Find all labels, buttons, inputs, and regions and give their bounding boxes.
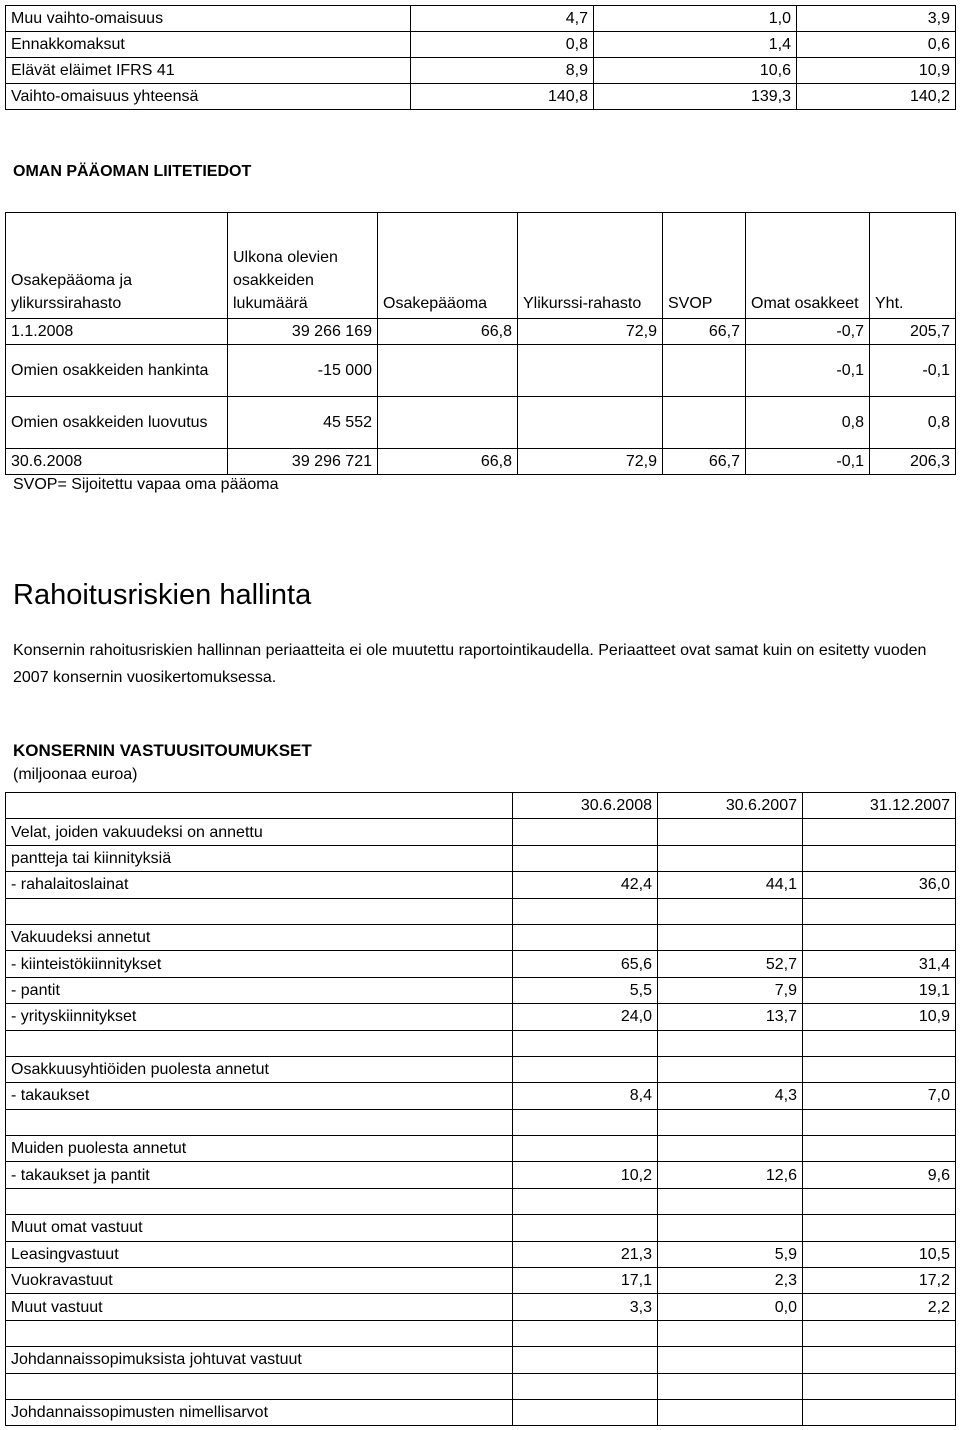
row-label xyxy=(6,1320,513,1346)
value-cell xyxy=(658,1109,803,1135)
value-cell xyxy=(803,1320,956,1346)
value-cell xyxy=(513,1109,658,1135)
table-row xyxy=(6,397,956,449)
value-cell xyxy=(803,1056,956,1082)
row-label: Vuokravastuut xyxy=(6,1268,513,1294)
table-row xyxy=(6,793,956,819)
row-label: Johdannaissopimuksista johtuvat vastuut xyxy=(6,1347,513,1373)
col-header-share-capital-premium: Osakepääoma ja ylikurssirahasto xyxy=(6,213,228,319)
value-cell: 72,9 xyxy=(518,319,663,345)
row-label: - takaukset xyxy=(6,1083,513,1109)
value-cell xyxy=(803,1399,956,1425)
equity-table xyxy=(5,212,956,475)
row-label: Muut vastuut xyxy=(6,1294,513,1320)
value-cell: 5,5 xyxy=(513,977,658,1003)
value-cell: 4,7 xyxy=(411,6,594,32)
value-cell: 206,3 xyxy=(870,449,956,475)
commitments-title: KONSERNIN VASTUUSITOUMUKSET xyxy=(13,741,312,760)
value-cell: 0,8 xyxy=(746,397,870,449)
value-cell: 140,8 xyxy=(411,84,594,110)
row-label: Muu vaihto-omaisuus xyxy=(6,6,411,32)
col-header-share-capital: Osakepääoma xyxy=(378,213,518,319)
value-cell xyxy=(803,1215,956,1241)
table-row xyxy=(6,924,956,950)
value-cell: 0,0 xyxy=(658,1294,803,1320)
table-row xyxy=(6,1188,956,1214)
value-cell: 45 552 xyxy=(228,397,378,449)
row-label: Vakuudeksi annetut xyxy=(6,924,513,950)
value-cell: 39 266 169 xyxy=(228,319,378,345)
value-cell xyxy=(513,1056,658,1082)
row-label: 30.6.2008 xyxy=(6,449,228,475)
value-cell: 3,3 xyxy=(513,1294,658,1320)
value-cell xyxy=(658,1399,803,1425)
table-row xyxy=(6,345,956,397)
value-cell xyxy=(513,1320,658,1346)
value-cell: 72,9 xyxy=(518,449,663,475)
table-row xyxy=(6,1056,956,1082)
value-cell: 66,7 xyxy=(663,319,746,345)
value-cell: 66,8 xyxy=(378,449,518,475)
col-header-svop: SVOP xyxy=(663,213,746,319)
value-cell xyxy=(378,397,518,449)
value-cell xyxy=(803,1030,956,1056)
value-cell xyxy=(658,1188,803,1214)
value-cell: 205,7 xyxy=(870,319,956,345)
inventory-table xyxy=(5,5,956,110)
value-cell: 31,4 xyxy=(803,951,956,977)
row-label: - yrityskiinnitykset xyxy=(6,1004,513,1030)
value-cell: 0,6 xyxy=(797,32,956,58)
value-cell: 9,6 xyxy=(803,1162,956,1188)
value-cell xyxy=(803,1188,956,1214)
value-cell xyxy=(513,924,658,950)
value-cell xyxy=(663,345,746,397)
value-cell: 39 296 721 xyxy=(228,449,378,475)
table-row xyxy=(6,951,956,977)
value-cell: 30.6.2008 xyxy=(513,793,658,819)
value-cell xyxy=(513,1030,658,1056)
table-row xyxy=(6,1109,956,1135)
value-cell: -0,7 xyxy=(746,319,870,345)
risk-section-title: Rahoitusriskien hallinta xyxy=(13,579,312,611)
table-row xyxy=(6,819,956,845)
row-label: Leasingvastuut xyxy=(6,1241,513,1267)
value-cell xyxy=(658,1056,803,1082)
value-cell: 10,9 xyxy=(797,58,956,84)
value-cell: 12,6 xyxy=(658,1162,803,1188)
value-cell: -0,1 xyxy=(746,345,870,397)
commitments-unit: (miljoonaa euroa) xyxy=(13,766,138,783)
value-cell xyxy=(803,845,956,871)
value-cell xyxy=(658,924,803,950)
row-label xyxy=(6,898,513,924)
value-cell: 19,1 xyxy=(803,977,956,1003)
value-cell: 13,7 xyxy=(658,1004,803,1030)
value-cell: 7,0 xyxy=(803,1083,956,1109)
row-label: 1.1.2008 xyxy=(6,319,228,345)
value-cell xyxy=(803,819,956,845)
value-cell xyxy=(658,898,803,924)
table-row xyxy=(6,898,956,924)
table-row xyxy=(6,872,956,898)
value-cell xyxy=(513,1136,658,1162)
value-cell xyxy=(658,1136,803,1162)
table-row xyxy=(6,845,956,871)
table-row xyxy=(6,1030,956,1056)
row-label: Velat, joiden vakuudeksi on annettu xyxy=(6,819,513,845)
value-cell: 10,5 xyxy=(803,1241,956,1267)
value-cell: 7,9 xyxy=(658,977,803,1003)
value-cell xyxy=(378,345,518,397)
table-row xyxy=(6,449,956,475)
value-cell: 30.6.2007 xyxy=(658,793,803,819)
row-label xyxy=(6,1030,513,1056)
value-cell: 66,8 xyxy=(378,319,518,345)
value-cell xyxy=(513,898,658,924)
row-label: Vaihto-omaisuus yhteensä xyxy=(6,84,411,110)
value-cell xyxy=(513,819,658,845)
value-cell xyxy=(803,898,956,924)
value-cell: 42,4 xyxy=(513,872,658,898)
equity-section-title: OMAN PÄÄOMAN LIITETIEDOT xyxy=(13,163,252,180)
table-row xyxy=(6,1373,956,1399)
table-row xyxy=(6,1136,956,1162)
row-label: Johdannaissopimusten nimellisarvot xyxy=(6,1399,513,1425)
table-row xyxy=(6,1215,956,1241)
value-cell: 1,4 xyxy=(594,32,797,58)
value-cell: 24,0 xyxy=(513,1004,658,1030)
value-cell: 0,8 xyxy=(870,397,956,449)
value-cell xyxy=(803,1373,956,1399)
value-cell: -15 000 xyxy=(228,345,378,397)
row-label xyxy=(6,793,513,819)
table-row xyxy=(6,319,956,345)
equity-header-row xyxy=(6,213,956,319)
col-header-own-shares: Omat osakkeet xyxy=(746,213,870,319)
value-cell xyxy=(658,1030,803,1056)
table-row xyxy=(6,1241,956,1267)
value-cell xyxy=(663,397,746,449)
value-cell: 1,0 xyxy=(594,6,797,32)
value-cell: -0,1 xyxy=(870,345,956,397)
table-row xyxy=(6,977,956,1003)
value-cell xyxy=(803,924,956,950)
row-label: Omien osakkeiden luovutus xyxy=(6,397,228,449)
col-header-total: Yht. xyxy=(870,213,956,319)
value-cell: 44,1 xyxy=(658,872,803,898)
value-cell xyxy=(658,1215,803,1241)
value-cell xyxy=(518,397,663,449)
value-cell xyxy=(803,1136,956,1162)
value-cell: 65,6 xyxy=(513,951,658,977)
table-row xyxy=(6,1320,956,1346)
table-row xyxy=(6,1399,956,1425)
value-cell: -0,1 xyxy=(746,449,870,475)
value-cell xyxy=(513,1188,658,1214)
value-cell xyxy=(658,1320,803,1346)
risk-paragraph: Konsernin rahoitusriskien hallinnan periaatteita ei ole muutettu raportointikaudella. Periaatteet ovat samat kuin on esitetty vuoden 2007 konsernin vuosikertomuksessa. xyxy=(13,642,927,686)
value-cell xyxy=(658,1373,803,1399)
value-cell: 8,4 xyxy=(513,1083,658,1109)
value-cell: 8,9 xyxy=(411,58,594,84)
table-row xyxy=(6,1268,956,1294)
row-label: Muut omat vastuut xyxy=(6,1215,513,1241)
value-cell: 140,2 xyxy=(797,84,956,110)
value-cell: 10,9 xyxy=(803,1004,956,1030)
row-label: - rahalaitoslainat xyxy=(6,872,513,898)
value-cell: 10,6 xyxy=(594,58,797,84)
value-cell: 0,8 xyxy=(411,32,594,58)
value-cell: 5,9 xyxy=(658,1241,803,1267)
row-label: pantteja tai kiinnityksiä xyxy=(6,845,513,871)
table-row xyxy=(6,32,956,58)
value-cell: 10,2 xyxy=(513,1162,658,1188)
row-label: Omien osakkeiden hankinta xyxy=(6,345,228,397)
value-cell xyxy=(658,845,803,871)
value-cell: 66,7 xyxy=(663,449,746,475)
table-row xyxy=(6,1083,956,1109)
svop-note: SVOP= Sijoitettu vapaa oma pääoma xyxy=(13,476,279,493)
value-cell xyxy=(513,845,658,871)
table-row xyxy=(6,1347,956,1373)
value-cell: 3,9 xyxy=(797,6,956,32)
row-label: - takaukset ja pantit xyxy=(6,1162,513,1188)
value-cell: 17,1 xyxy=(513,1268,658,1294)
row-label: Elävät eläimet IFRS 41 xyxy=(6,58,411,84)
col-header-shares-outstanding: Ulkona olevien osakkeiden lukumäärä xyxy=(228,213,378,319)
value-cell xyxy=(513,1399,658,1425)
value-cell xyxy=(513,1347,658,1373)
value-cell: 52,7 xyxy=(658,951,803,977)
value-cell xyxy=(518,345,663,397)
row-label: - pantit xyxy=(6,977,513,1003)
value-cell: 139,3 xyxy=(594,84,797,110)
row-label: Ennakkomaksut xyxy=(6,32,411,58)
value-cell: 2,3 xyxy=(658,1268,803,1294)
table-row xyxy=(6,1004,956,1030)
value-cell xyxy=(658,819,803,845)
col-header-share-premium: Ylikurssi-rahasto xyxy=(518,213,663,319)
row-label: Muiden puolesta annetut xyxy=(6,1136,513,1162)
row-label: - kiinteistökiinnitykset xyxy=(6,951,513,977)
value-cell xyxy=(513,1373,658,1399)
row-label xyxy=(6,1109,513,1135)
table-row xyxy=(6,84,956,110)
commitments-table xyxy=(5,792,956,1426)
value-cell: 17,2 xyxy=(803,1268,956,1294)
value-cell xyxy=(513,1215,658,1241)
table-row xyxy=(6,1162,956,1188)
row-label: Osakkuusyhtiöiden puolesta annetut xyxy=(6,1056,513,1082)
value-cell xyxy=(803,1109,956,1135)
value-cell xyxy=(803,1347,956,1373)
table-row xyxy=(6,1294,956,1320)
row-label xyxy=(6,1188,513,1214)
value-cell: 2,2 xyxy=(803,1294,956,1320)
table-row xyxy=(6,58,956,84)
value-cell: 36,0 xyxy=(803,872,956,898)
value-cell: 21,3 xyxy=(513,1241,658,1267)
row-label xyxy=(6,1373,513,1399)
value-cell xyxy=(658,1347,803,1373)
value-cell: 4,3 xyxy=(658,1083,803,1109)
value-cell: 31.12.2007 xyxy=(803,793,956,819)
table-row xyxy=(6,6,956,32)
